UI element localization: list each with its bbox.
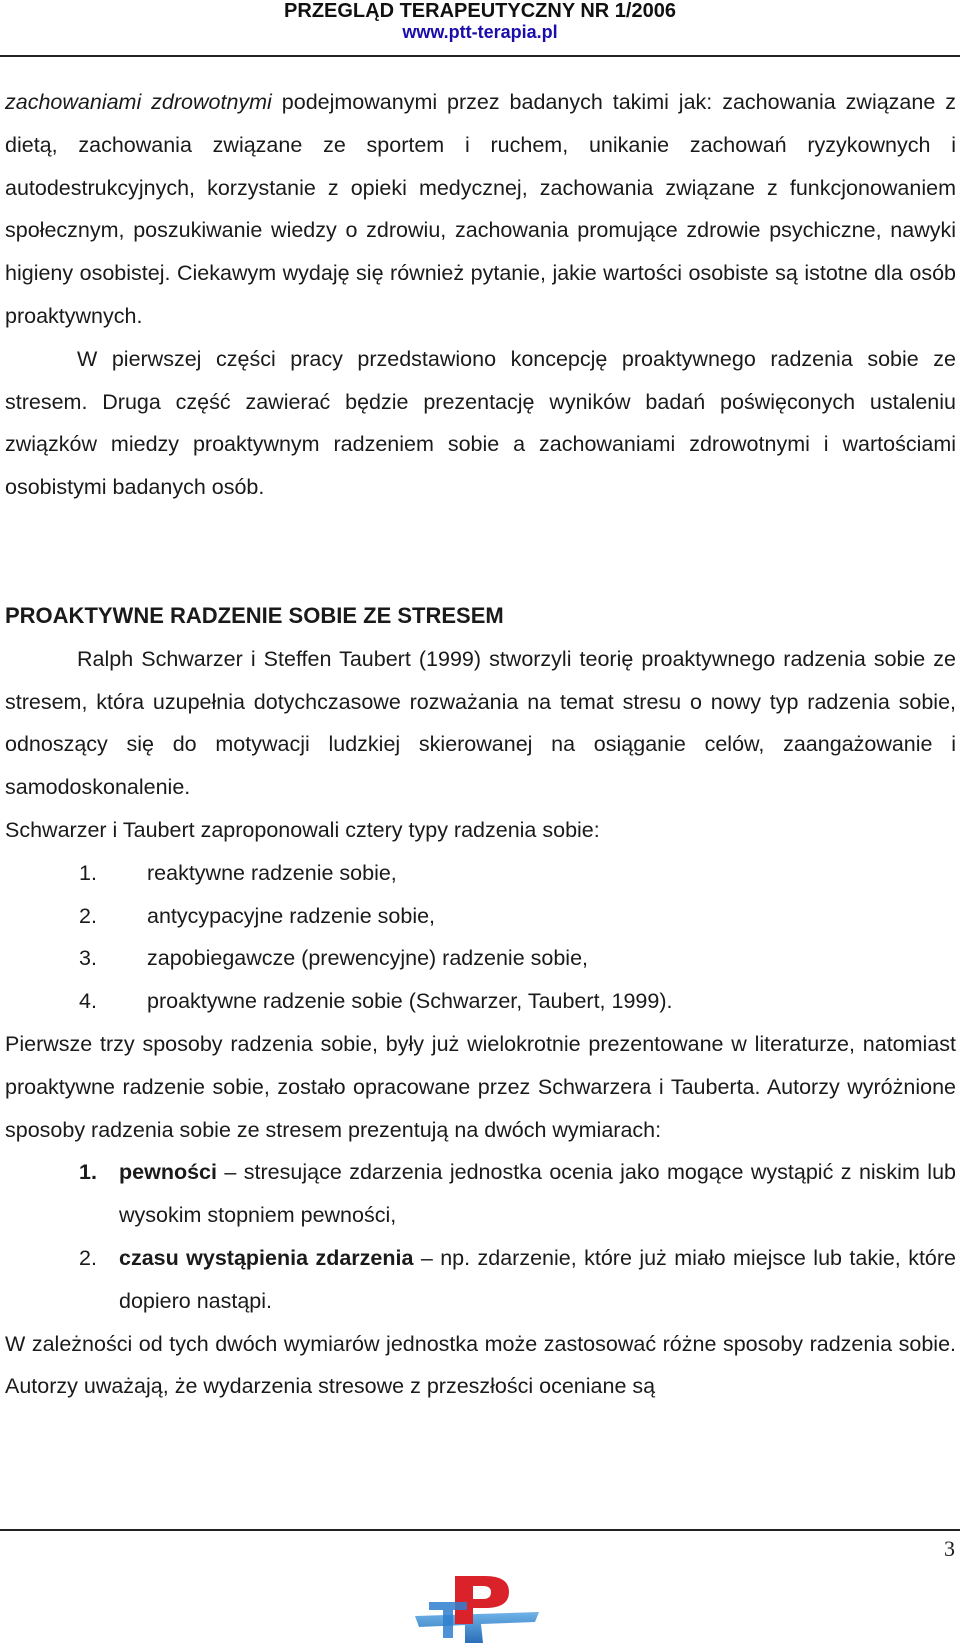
list-item-number: 2. [79, 1245, 97, 1270]
dimension-description: – stresujące zdarzenia jednostka ocenia jako mogące wystąpić z niskim lub wysokim stopniem pewności, [119, 1160, 956, 1228]
list-item-number: 3. [79, 946, 97, 971]
intro-lead-italic: zachowaniami zdrowotnymi [5, 90, 272, 114]
list-item-text: reaktywne radzenie sobie, [147, 860, 397, 885]
logo-wing-shape [415, 1612, 539, 1643]
list-item [5, 895, 956, 938]
journal-title: PRZEGLĄD TERAPEUTYCZNY NR 1/2006 [284, 0, 676, 22]
page-number: 3 [944, 1536, 955, 1561]
coping-types-list [5, 852, 956, 1023]
list-item [5, 980, 956, 1023]
dimension-term: pewności [119, 1160, 217, 1185]
dimension-term: czasu wystąpienia zdarzenia [119, 1245, 414, 1270]
list-item-number: 1. [79, 1160, 97, 1185]
section-paragraph-2: Schwarzer i Taubert zaproponowali cztery typy radzenia sobie: [5, 817, 600, 842]
intro-paragraph-2: W pierwszej części pracy przedstawiono koncepcję proaktywnego radzenia sobie ze stresem. Druga część zawierać będzie prezentację wyników badań poświęconych ustaleniu związków miedzy proaktywnym radzeniem sobie a zachowaniami zdrowotnymi i wartościami osobistymi badanych osób. [5, 346, 956, 500]
section-heading: PROAKTYWNE RADZENIE SOBIE ZE STRESEM [5, 602, 504, 628]
dimensions-list [5, 1151, 956, 1322]
list-item-text: zapobiegawcze (prewencyjne) radzenie sobie, [147, 946, 589, 971]
footer-divider [0, 1529, 960, 1531]
list-item [5, 1151, 956, 1237]
ptt-logo [407, 1572, 547, 1643]
list-item-number: 2. [79, 903, 97, 928]
intro-paragraph [5, 81, 956, 338]
list-item-number: 1. [79, 860, 97, 885]
list-item [5, 937, 956, 980]
list-item-text: antycypacyjne radzenie sobie, [147, 903, 436, 928]
header-divider [0, 55, 960, 57]
list-item-number: 4. [79, 989, 97, 1014]
list-item [5, 852, 956, 895]
journal-url-link[interactable]: www.ptt-terapia.pl [402, 22, 558, 42]
page-header [0, 0, 960, 42]
document-body [5, 81, 956, 1408]
list-item-text [119, 1237, 956, 1323]
list-item-text [119, 1151, 956, 1237]
list-item [5, 1237, 956, 1323]
intro-text: podejmowanymi przez badanych takimi jak: zachowania związane z dietą, zachowania związane ze sportem i ruchem, unikanie zachowań ryzykownych i autodestrukcyjnych, korzystanie z opieki medycznej, zachowania związane z funkcjonowaniem społecznym, poszukiwanie wiedzy o zdrowiu, zachowania promujące zdrowie psychiczne, nawyki higieny osobistej. Ciekawym wydaję się również pytanie, jakie wartości osobiste są istotne dla osób proaktywnych. [5, 90, 956, 328]
dimension-description: – np. zdarzenie, które już miało miejsce lub takie, które dopiero nastąpi. [119, 1245, 956, 1313]
section-spacer [5, 509, 956, 595]
section-paragraph-1: Ralph Schwarzer i Steffen Taubert (1999) stworzyli teorię proaktywnego radzenia sobie ze stresem, która uzupełnia dotychczasowe rozważania na temat stresu o nowy typ radzenia sobie, odnoszący się do motywacji ludzkiej skierowanej na osiąganie celów, zaangażowanie i samodoskonalenie. [5, 646, 956, 800]
section-paragraph-4: W zależności od tych dwóch wymiarów jednostka może zastosować różne sposoby radzenia sobie. Autorzy uważają, że wydarzenia stresowe z przeszłości oceniane są [5, 1331, 956, 1399]
list-item-text: proaktywne radzenie sobie (Schwarzer, Taubert, 1999). [147, 989, 673, 1014]
section-paragraph-3: Pierwsze trzy sposoby radzenia sobie, były już wielokrotnie prezentowane w literaturze, natomiast proaktywne radzenie sobie, zostało opracowane przez Schwarzera i Tauberta. Autorzy wyróżnione sposoby radzenia sobie ze stresem prezentują na dwóch wymiarach: [5, 1031, 956, 1142]
